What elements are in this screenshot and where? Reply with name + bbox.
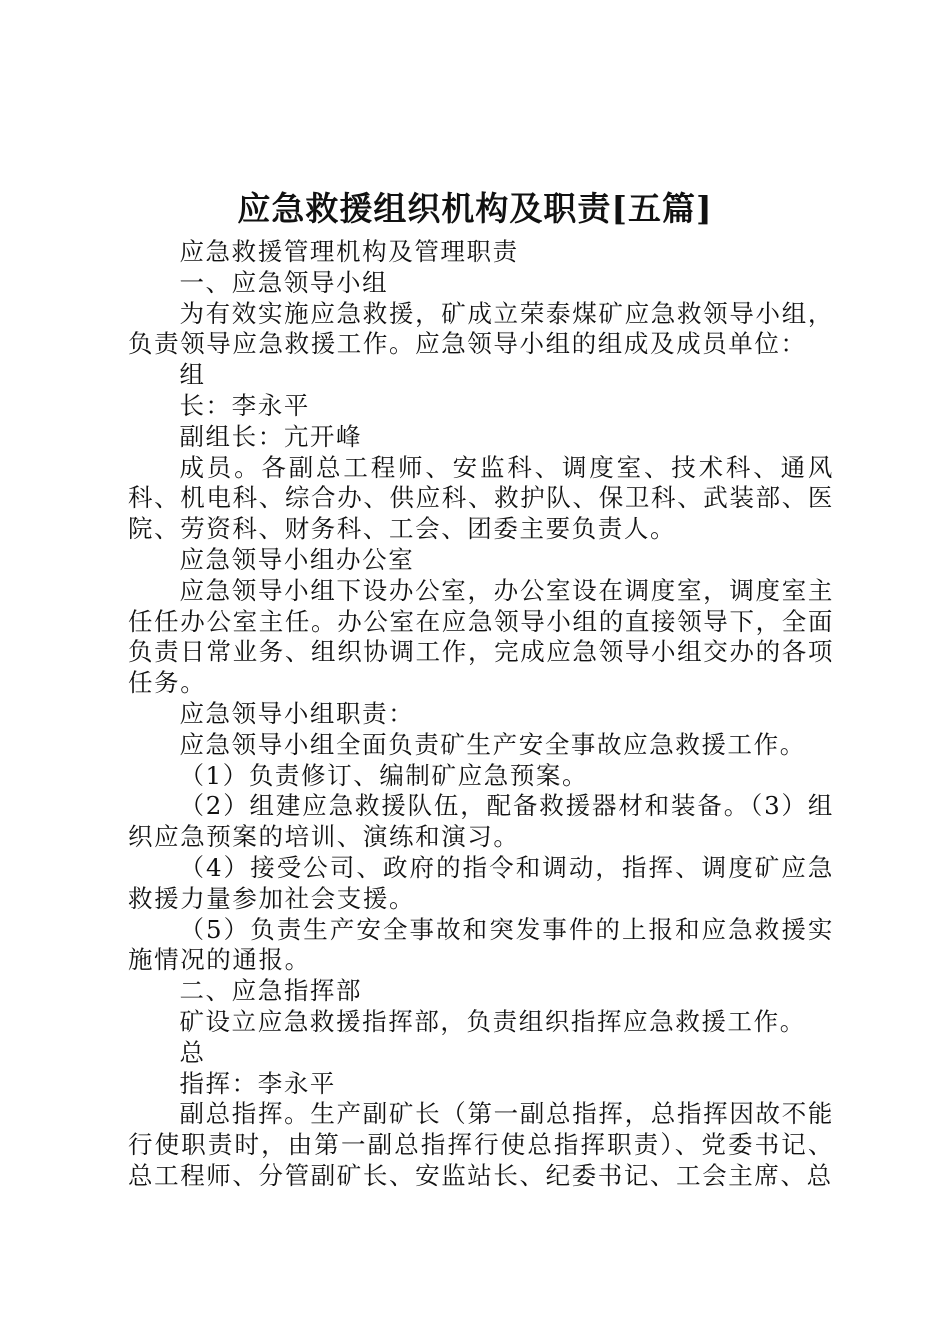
paragraph-deputy-commanders: 副总指挥。生产副矿长（第一副总指挥，总指挥因故不能行使职责时，由第一副总指挥行使总指挥职责）、党委书记、总工程师、分管副矿长、安监站长、纪委书记、工会主席、总: [128, 1099, 834, 1190]
document-title: 应急救援组织机构及职责[五篇]: [237, 189, 713, 228]
paragraph-group-leader: 长：李永平: [179, 390, 310, 420]
subheading-office: 应急领导小组办公室: [179, 544, 415, 574]
paragraph-commander: 指挥：李永平: [179, 1068, 337, 1098]
paragraph: 总: [179, 1037, 206, 1067]
subheading-duties: 应急领导小组职责：: [179, 698, 415, 728]
section-heading-leadership-group: 一、应急领导小组: [179, 267, 389, 297]
paragraph-deputy-leader: 副组长：亢开峰: [179, 421, 363, 451]
document-body: [128, 237, 834, 1192]
duty-item: （5）负责生产安全事故和突发事件的上报和应急救援实施情况的通报。: [128, 914, 834, 975]
section-heading-command: 二、应急指挥部: [179, 976, 363, 1006]
paragraph: 为有效实施应急救援，矿成立荣泰煤矿应急救领导小组，负责领导应急救援工作。应急领导小组的组成及成员单位：: [128, 298, 834, 359]
paragraph-heading: 应急救援管理机构及管理职责: [179, 237, 519, 266]
duty-item: （2）组建应急救援队伍，配备救援器材和装备。（3）组织应急预案的培训、演练和演习。: [128, 791, 834, 852]
paragraph: 矿设立应急救援指挥部，负责组织指挥应急救援工作。: [179, 1006, 806, 1036]
paragraph-members: 成员。各副总工程师、安监科、调度室、技术科、通风科、机电科、综合办、供应科、救护队、保卫科、武装部、医院、劳资科、财务科、工会、团委主要负责人。: [128, 452, 834, 544]
duty-item: （1）负责修订、编制矿应急预案。: [179, 760, 589, 790]
paragraph: 组: [179, 360, 206, 390]
duty-item: （4）接受公司、政府的指令和调动，指挥、调度矿应急救援力量参加社会支援。: [128, 852, 834, 913]
paragraph: 应急领导小组下设办公室，办公室设在调度室，调度室主任任办公室主任。办公室在应急领导小组的直接领导下，全面负责日常业务、组织协调工作，完成应急领导小组交办的各项任务。: [128, 575, 834, 698]
paragraph: 应急领导小组全面负责矿生产安全事故应急救援工作。: [179, 729, 806, 759]
